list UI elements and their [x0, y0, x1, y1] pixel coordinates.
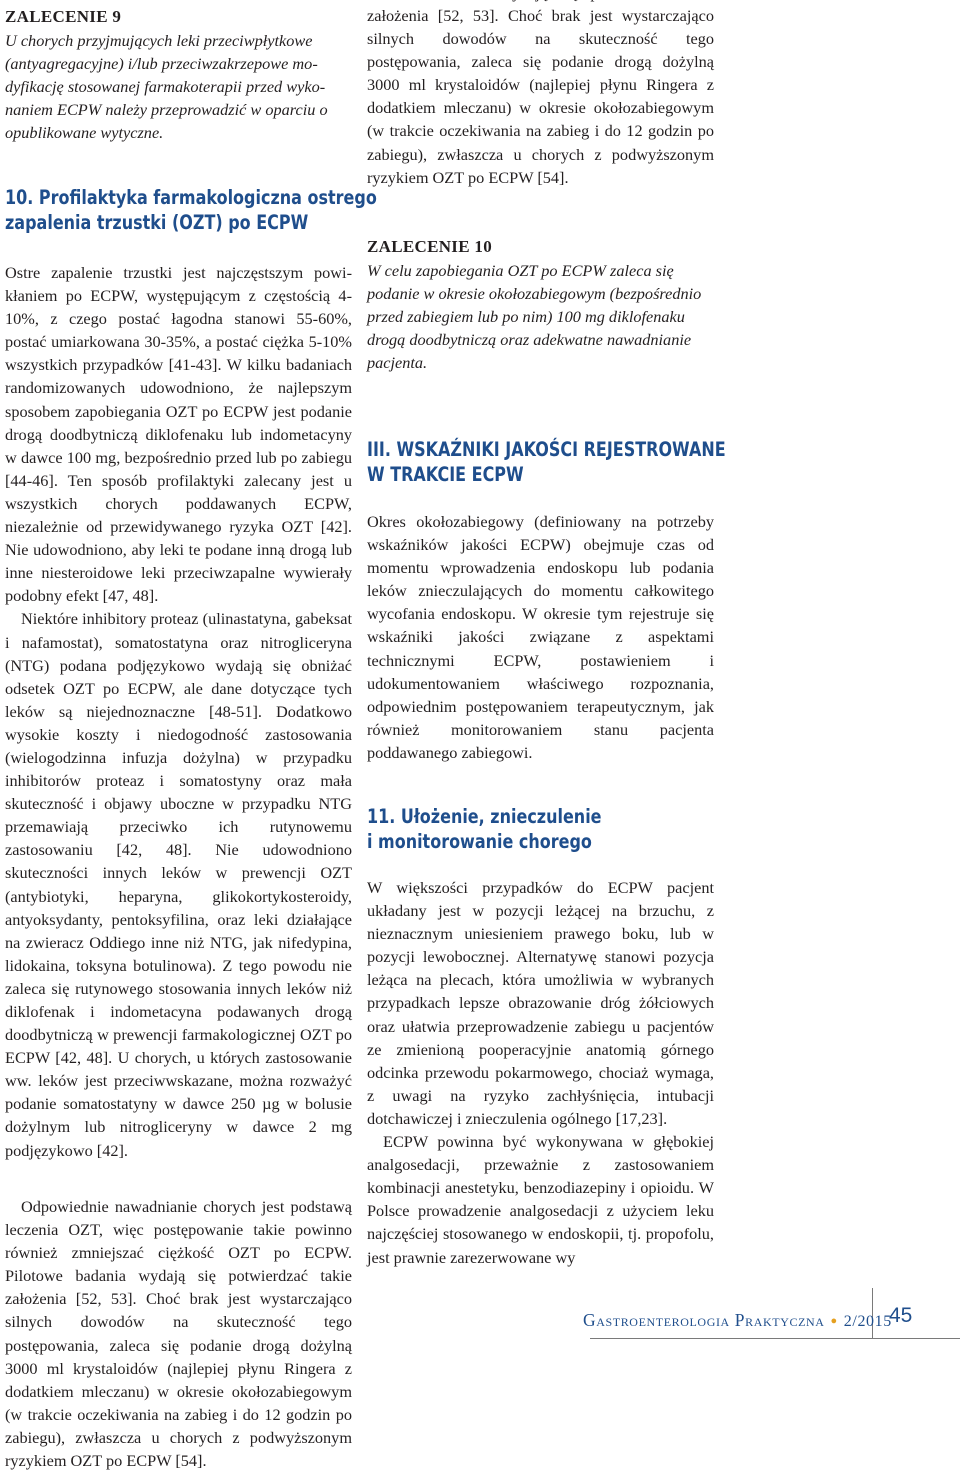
section-III-heading-line2: W TRAKCIE ECPW — [367, 462, 524, 486]
section-11-paragraph-1: W większości przypadków do ECPW pacjent układany jest w pozycji leżącej na brzuchu, z nieznacznym uniesieniem prawego boku, lub w pozycji lewobocznej. Alternatywę stanowi pozycja leżąca na plecach, która umożliwia w wybranych przypadkach lepsze obrazowanie dróg żółciowych oraz ułatwia przeprowadzenie zabiegu u pacjentów ze zmienioną pooperacyjnie anatomią górnego odcinka przewodu pokarmowego, chociaż wymaga, z uwagi na ryzyko zachłyśnięcia, intubacji dotchawiczej i znieczulenia ogólnego [17,23]. — [367, 878, 714, 1128]
section-11-heading-line1: 11. Ułożenie, znieczulenie — [367, 805, 602, 828]
footer-rule — [590, 1338, 960, 1339]
section-10-heading — [5, 186, 425, 235]
recommendation-9-body: U chorych przyjmujących leki przeciwpłytkowe (antyagregacyjne) i/lub przeciwzakrzepowe modyfikację stosowanej farmakoterapii przed wykonaniem ECPW należy przeprowadzić w oparciu o opublikowane wytyczne. — [5, 31, 328, 142]
section-10-heading-line2: zapalenia trzustki (OZT) po ECPW — [5, 210, 309, 234]
section-10-paragraph-3-part1: Odpowiednie nawadnianie chorych jest podstawą leczenia OZT, więc postępowanie takie powinno również zmniejszać ciężkość OZT po ECPW. Pilotowe badania wydają się potwierdzać takie założenia [52, 53]. Choć brak jest wystarczająco silnych dowodów na skuteczność tego postępowania, zaleca się podanie drogą dożylną 3000 ml krystaloidów (najlepiej płynu Ringera z dodatkiem mleczanu) w okresie okołozabiegowym (w trakcie oczekiwania na zabieg i do 12 godzin po zabiegu), zwłaszcza u chorych z podwyższonym ryzykiem OZT po ECPW [54]. — [5, 1197, 352, 1471]
section-10-paragraph-2: Niektóre inhibitory proteaz (ulinastatyna, gabeksat i nafamostat), somatostatyna oraz nitrogliceryna (NTG) podana podjęzykowo wydają się obniżać odsetek OZT po ECPW, ale dane dotyczące tych leków są niejednoznaczne [48-51]. Dodatkowo wysokie koszty i niedogodność zastosowania (wielogodzinna infuzja dożylna) w przypadku inhibitorów proteaz i somatostyny oraz mała skuteczność i objawy uboczne w przypadku NTG przemawiają przeciwko ich rutynowemu zastosowaniu [42, 48]. Nie udowodniono skuteczności innych leków w prewencji OZT (antybiotyki, heparyna, glikokortykosteroidy, antyoksydanty, pentoksyfilina, oraz leki działające na zwieracz Oddiego inne niż NTG, jak nifedypina, lidokaina, toksyna botulinowa). Z tego powodu nie zaleca się rutynowego stosowania innych leków niż diklofenak i indometacyna podawanych drogą doodbytniczą w prewencji farmakologicznej OZT po ECPW [42, 48]. U chorych, u których zastosowanie ww. leków jest przeciwwskazane, można rozważyć podanie somatostatyny w dawce 250 µg w bolusie dożylnym lub nitrogliceryny w dawce 2 mg podjęzykowo [42]. — [5, 609, 352, 1160]
section-10-paragraph-1: Ostre zapalenie trzustki jest najczęstszym powikłaniem po ECPW, występującym z częstością 4-10%, z czego postać łagodna stanowi 55-60%, postać umiarkowana 30-35%, a postać ciężka 5-10% wszystkich przypadków [41-43]. W kilku badaniach randomizowanych udowodniono, że najlepszym sposobem zapobiegania OZT po ECPW jest podanie drogą doodbytniczą diklofenaku lub indometacyny w dawce 100 mg, bezpośrednio przed lub po zabiegu [44-46]. Ten sposób profilaktyki zalecany jest u wszystkich chorych poddawanych ECPW, niezależnie od przewidywanego ryzyka OZT [42]. Nie udowodniono, aby leki te podane inną drogą lub inne niesteroidowe leki przeciwzapalne wywierały podobny efekt [47, 48]. — [5, 263, 352, 606]
recommendation-9 — [5, 6, 352, 144]
section-10-paragraph-3-part2: założenia [52, 53]. Choć brak jest wystarczająco silnych dowodów na skuteczność tego postępowania, zaleca się podanie drogą dożylną 3000 ml krystaloidów (najlepiej płynu Ringera z dodatkiem mleczanu) w okresie okołozabiegowym (w trakcie oczekiwania na zabieg i do 12 godzin po zabiegu), zwłaszcza u chorych z podwyższonym ryzykiem OZT po ECPW [54]. — [367, 5, 714, 187]
footer — [0, 1304, 960, 1338]
section-III-paragraph: Okres okołozabiegowy (definiowany na potrzeby wskaźników jakości ECPW) obejmuje czas od momentu wprowadzenia endoskopu lub podania leków znieczulających do momentu całkowitego wycofania endoskopu. W okresie tym rejestruje się wskaźniki jakości związane z aspektami technicznymi ECPW, postawieniem i udokumentowaniem właściwego rozpoznania, odpowiednim postępowaniem terapeutycznym, jak również monitorowaniem stanu pacjenta poddawanego zabiegowi. — [367, 512, 714, 762]
issue-number: 2/2015 — [843, 1313, 892, 1330]
recommendation-10-body: W celu zapobiegania OZT po ECPW zaleca się podanie w okresie okołozabiegowym (bezpośrednio przed zabiegiem lub po nim) 100 mg diklofenaku drogą doodbytniczą oraz adekwatne nawadnianie pacjenta. — [367, 261, 702, 372]
section-11-paragraph-2: ECPW powinna być wykonywana w głębokiej analgosedacji, przeważnie z zastosowaniem kombinacji anestetyku, benzodiazepiny i opioidu. W Polsce prowadzenie analgosedacji z użyciem leku najczęściej stosowanego w endoskopii, tj. propofolu, jest prawnie zarezerwowane wy — [367, 1132, 714, 1267]
journal-name: Gastroenterologia Praktyczna — [583, 1310, 825, 1330]
page-number: 45 — [889, 1304, 913, 1327]
recommendation-10-title: ZALECENIE 10 — [367, 237, 492, 256]
recommendation-9-title: ZALECENIE 9 — [5, 7, 122, 26]
section-III-heading-line1: III. WSKAŹNIKI JAKOŚCI REJESTROWANE — [367, 438, 726, 461]
section-III-heading — [367, 438, 787, 487]
journal-name-line — [583, 1310, 892, 1331]
section-11-heading — [367, 805, 787, 854]
section-11-heading-line2: i monitorowanie chorego — [367, 829, 592, 853]
recommendation-10 — [367, 236, 714, 374]
section-10-heading-line1: 10. Profilaktyka farmakologiczna ostrego — [5, 186, 377, 209]
bullet-dot-icon: ● — [830, 1315, 838, 1327]
